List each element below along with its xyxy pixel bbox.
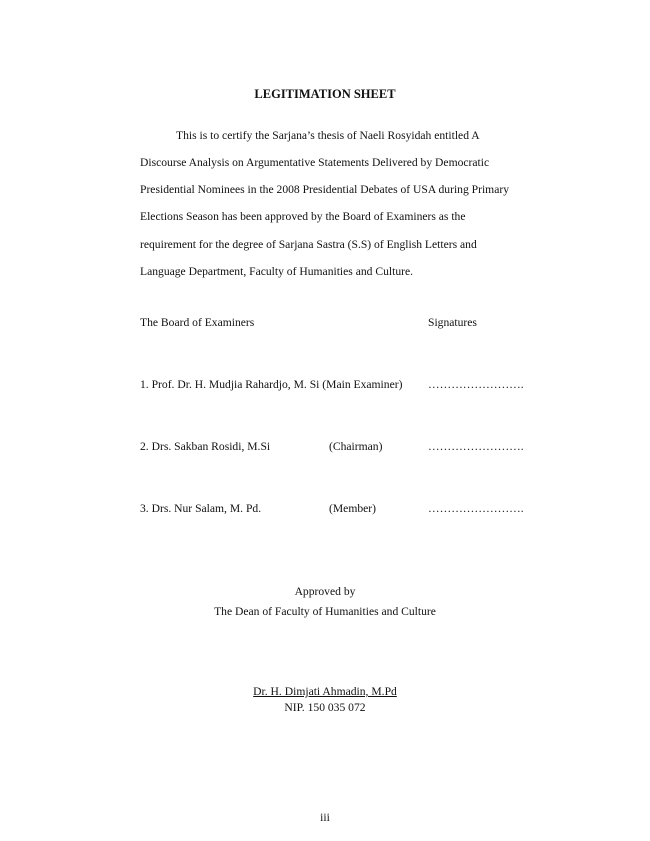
examiners-header: The Board of Examiners — [140, 316, 255, 329]
examiner-role: (Main Examiner) — [322, 378, 403, 391]
examiner-row — [140, 378, 402, 392]
paragraph-line: Language Department, Faculty of Humanities and Culture. — [140, 265, 414, 278]
examiner-role: (Member) — [329, 502, 376, 515]
paragraph-line: Presidential Nominees in the 2008 Presidential Debates of USA during Primary — [140, 183, 510, 196]
signature-line: ……………………. — [428, 440, 524, 453]
examiner-name: 1. Prof. Dr. H. Mudjia Rahardjo, M. Si — [140, 378, 320, 391]
paragraph-line: This is to certify the Sarjana’s thesis of Naeli Rosyidah entitled A — [176, 129, 480, 142]
signature-line: ……………………. — [428, 378, 524, 391]
examiner-role: (Chairman) — [329, 440, 383, 453]
dean-name-wrap — [0, 685, 650, 699]
dean-name: Dr. H. Dimjati Ahmadin, M.Pd — [253, 685, 397, 698]
title-heading: LEGITIMATION SHEET — [254, 87, 396, 101]
approved-by: Approved by — [294, 585, 356, 598]
dean-position: The Dean of Faculty of Humanities and Culture — [214, 605, 436, 618]
page-number: iii — [320, 811, 330, 824]
signature-line: ……………………. — [428, 502, 524, 515]
paragraph-line: requirement for the degree of Sarjana Sastra (S.S) of English Letters and — [140, 238, 477, 251]
signatures-header: Signatures — [428, 316, 477, 329]
page-title — [0, 87, 650, 101]
paragraph-line: Elections Season has been approved by the Board of Examiners as the — [140, 210, 466, 223]
dean-nip: NIP. 150 035 072 — [284, 701, 366, 714]
paragraph-line: Discourse Analysis on Argumentative Statements Delivered by Democratic — [140, 156, 490, 169]
examiner-name: 3. Drs. Nur Salam, M. Pd. — [140, 502, 262, 515]
examiner-name: 2. Drs. Sakban Rosidi, M.Si — [140, 440, 271, 453]
